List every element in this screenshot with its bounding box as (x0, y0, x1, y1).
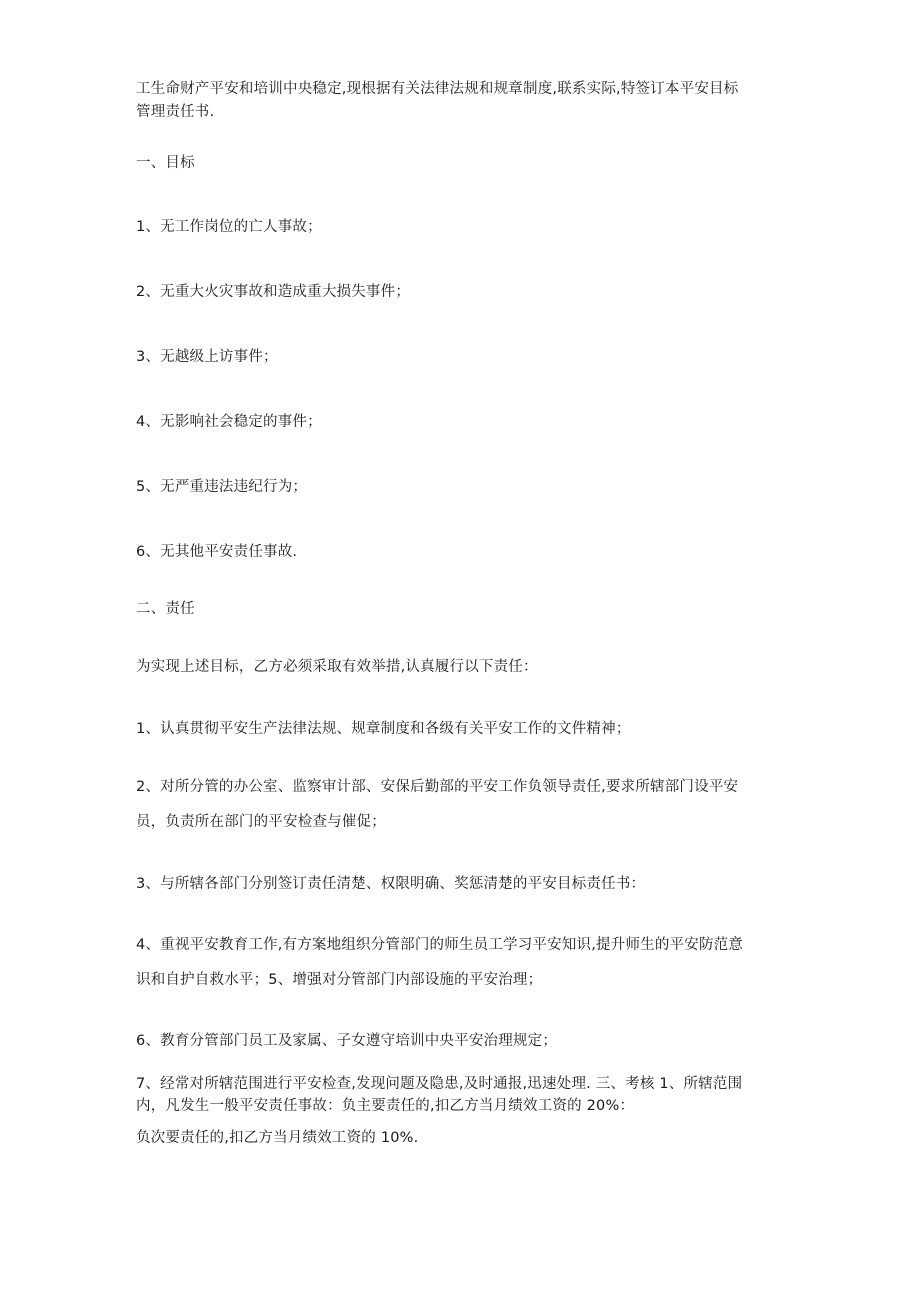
responsibility-item-2-line-1: 2、对所分管的办公室、监察审计部、安保后勤部的平安工作负领导责任,要求所辖部门设平安 (136, 779, 739, 795)
responsibility-item-4-line-2: 识和自护自救水平；5、增强对分管部门内部设施的平安治理； (136, 972, 543, 988)
responsibility-item-6: 6、教育分管部门员工及家属、子女遵守培训中央平安治理规定； (136, 1033, 558, 1049)
goal-item-2: 2、无重大火灾事故和造成重大损失事件； (136, 284, 411, 300)
goal-item-3: 3、无越级上访事件； (136, 349, 278, 365)
goal-item-4: 4、无影响社会稳定的事件； (136, 414, 322, 430)
responsibility-item-3: 3、与所辖各部门分别签订责任清楚、权限明确、奖惩清楚的平安目标责任书： (136, 876, 646, 892)
responsibility-item-7-line-3: 负次要责任的,扣乙方当月绩效工资的 10%. (136, 1130, 419, 1146)
responsibility-item-7-line-2: 内，凡发生一般平安责任事故：负主要责任的,扣乙方当月绩效工资的 20%： (136, 1098, 635, 1114)
responsibility-item-4-line-1: 4、重视平安教育工作,有方案地组织分管部门的师生员工学习平安知识,提升师生的平安防范意 (136, 937, 744, 953)
section-heading-responsibilities: 二、责任 (136, 601, 195, 617)
responsibility-item-7-line-1: 7、经常对所辖范围进行平安检查,发现问题及隐患,及时通报,迅速处理. 三、考核 1、所辖范围 (136, 1076, 743, 1092)
intro-line-1: 工生命财产平安和培训中央稳定,现根据有关法律法规和规章制度,联系实际,特签订本平安目标 (136, 81, 739, 97)
section-heading-goals: 一、目标 (136, 155, 195, 171)
intro-line-2: 管理责任书. (136, 104, 215, 120)
goal-item-5: 5、无严重违法违纪行为； (136, 479, 308, 495)
goal-item-1: 1、无工作岗位的亡人事故； (136, 219, 322, 235)
responsibility-item-2-line-2: 员，负责所在部门的平安检查与催促； (136, 814, 386, 830)
responsibility-intro: 为实现上述目标，乙方必须采取有效举措,认真履行以下责任： (136, 659, 538, 675)
goal-item-6: 6、无其他平安责任事故. (136, 544, 298, 560)
responsibility-item-1: 1、认真贯彻平安生产法律法规、规章制度和各级有关平安工作的文件精神； (136, 721, 631, 737)
